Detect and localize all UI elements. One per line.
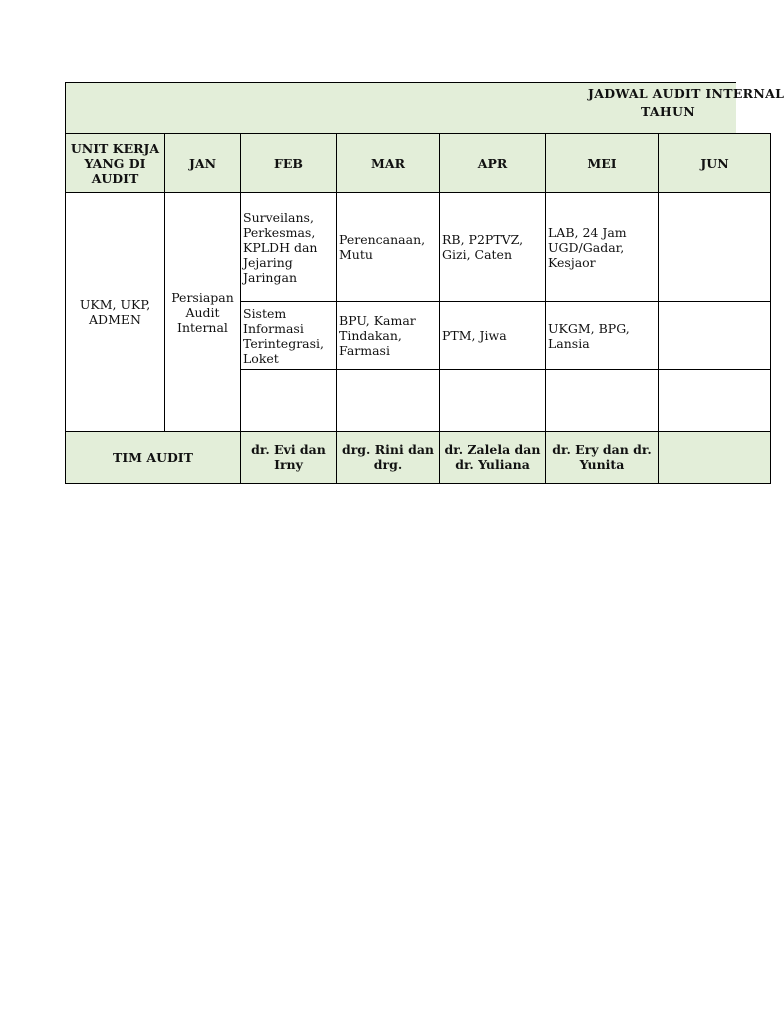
table-cell: Perencanaan, Mutu xyxy=(337,193,440,302)
table-cell: LAB, 24 Jam UGD/Gadar, Kesjaor xyxy=(546,193,659,302)
table-cell: Surveilans, Perkesmas, KPLDH dan Jejaring Jaringan xyxy=(241,193,337,302)
tim-audit-member: drg. Rini dan drg. xyxy=(337,432,440,484)
schedule-title: JADWAL AUDIT INTERNAL xyxy=(588,86,784,101)
table-cell xyxy=(546,370,659,432)
schedule-year-label: TAHUN xyxy=(641,104,695,119)
jan-activity-cell: Persiapan Audit Internal xyxy=(165,193,241,432)
tim-audit-member: dr. Zalela dan dr. Yuliana xyxy=(440,432,546,484)
tim-audit-member: dr. Evi dan Irny xyxy=(241,432,337,484)
tim-audit-label: TIM AUDIT xyxy=(66,432,241,484)
audit-schedule-table xyxy=(65,133,771,484)
table-cell xyxy=(659,193,771,302)
table-cell xyxy=(659,370,771,432)
table-cell: RB, P2PTVZ, Gizi, Caten xyxy=(440,193,546,302)
table-cell xyxy=(241,370,337,432)
table-cell xyxy=(659,302,771,370)
header-unit: UNIT KERJA YANG DI AUDIT xyxy=(66,134,165,193)
header-mei: MEI xyxy=(546,134,659,193)
table-cell: BPU, Kamar Tindakan, Farmasi xyxy=(337,302,440,370)
header-jan: JAN xyxy=(165,134,241,193)
header-feb: FEB xyxy=(241,134,337,193)
header-jun: JUN xyxy=(659,134,771,193)
header-apr: APR xyxy=(440,134,546,193)
tim-audit-member xyxy=(659,432,771,484)
table-cell xyxy=(440,370,546,432)
table-cell: UKGM, BPG, Lansia xyxy=(546,302,659,370)
tim-audit-member: dr. Ery dan dr. Yunita xyxy=(546,432,659,484)
table-cell xyxy=(337,370,440,432)
table-cell: PTM, Jiwa xyxy=(440,302,546,370)
unit-cell: UKM, UKP, ADMEN xyxy=(66,193,165,432)
header-mar: MAR xyxy=(337,134,440,193)
table-cell: Sistem Informasi Terintegrasi, Loket xyxy=(241,302,337,370)
